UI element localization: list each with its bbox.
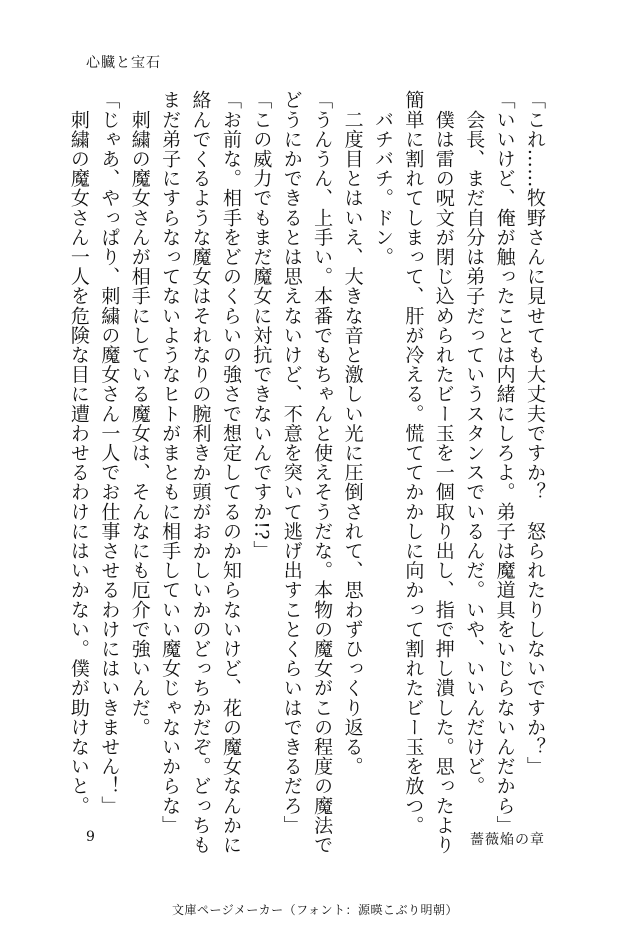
text-line: 「お前な。相手をどのくらいの強さで想定してるのか知らないけど、花の魔女なんかに [219, 90, 242, 855]
text-line: 二度目とはいえ、大きな音と激しい光に圧倒されて、思わずひっくり返る。 [341, 90, 364, 776]
page-number: 9 [86, 829, 95, 845]
text-line: まだ弟子にすらなってないようなヒトがまともに相手していい魔女じゃないからな」 [159, 90, 182, 835]
text-line: 絡んでくるような魔女はそれなりの腕利きか頭がおかしいかのどっちかだぞ。どっちも [189, 90, 212, 855]
text-line: 「じゃあ、やっぱり、刺繍の魔女さん一人でお仕事させるわけにはいきません！」 [98, 90, 121, 816]
text-line: 簡単に割れてしまって、肝が冷える。慌ててかかしに向かって割れたビー玉を放つ。 [402, 90, 425, 835]
text-line: 「うんうん、上手い。本番でもちゃんと使えそうだな。本物の魔女がこの程度の魔法で [311, 90, 334, 855]
text-line: 「これ……牧野さんに見せても大丈夫ですか？ 怒られたりしないですか？」 [524, 90, 546, 776]
text-line: 「この威力でもまだ魔女に対抗できないんですか!?」 [250, 90, 273, 560]
text-line: バチバチ。ドン。 [371, 90, 394, 267]
text-line: 会長、まだ自分は弟子だっていうスタンスでいるんだ。いや、いいんだけど。 [463, 90, 486, 796]
text-line: 僕は雷の呪文が閉じ込められたビー玉を一個取り出し、指で押し潰した。思ったより [432, 90, 455, 855]
running-title: 心臓と宝石 [86, 55, 161, 71]
text-line: 「いいけど、俺が触ったことは内緒にしろよ。弟子は魔道具をいじらないんだから」 [493, 90, 516, 835]
text-line: 刺繍の魔女さんが相手にしている魔女は、そんなにも厄介で強いんだ。 [128, 90, 151, 737]
text-line: 刺繍の魔女さん一人を危険な目に遭わせるわけにはいかない。僕が助けないと。 [67, 90, 90, 816]
colophon: 文庫ページメーカー（フォント：源暎こぶり明朝） [171, 903, 459, 917]
text-line: どうにかできるとは思えないけど、不意を突いて逃げ出すことくらいはできるだろ」 [280, 90, 303, 835]
chapter-title: 薔薇焔の章 [470, 832, 545, 848]
